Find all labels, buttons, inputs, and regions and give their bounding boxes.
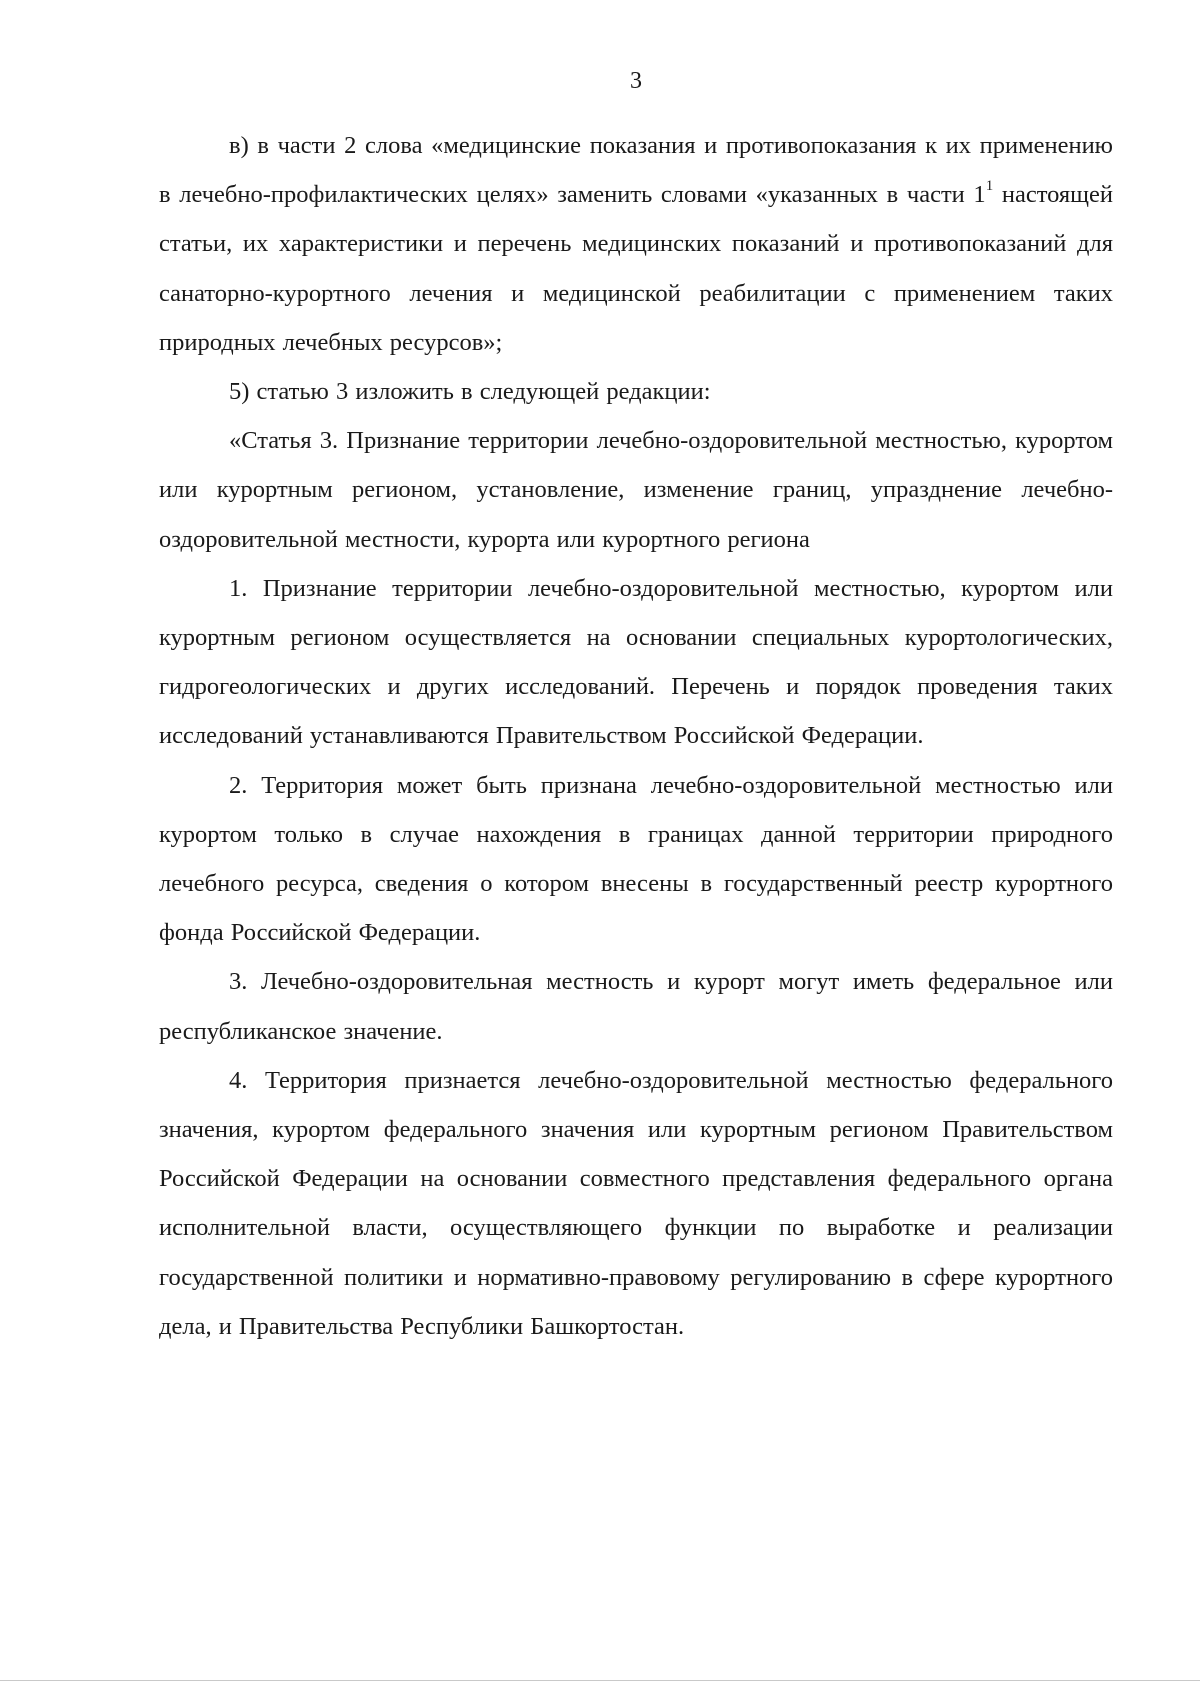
clause-2: 2. Территория может быть признана лечебно-оздоровительной местностью или курортом только в случае нахождения в границах данной территории природного лечебного ресурса, сведения о котором внесены в государственный реестр курортного фонда Российской Федерации. — [159, 771, 1113, 947]
paragraph-amendment-v — [159, 121, 1113, 367]
clause-3: 3. Лечебно-оздоровительная местность и курорт могут иметь федеральное или республиканское значение. — [159, 968, 1113, 1045]
article-heading: «Статья 3. Признание территории лечебно-оздоровительной местностью, курортом или курортным регионом, установление, изменение границ, упразднение лечебно-оздоровительной местности, курорта или курортного региона — [159, 427, 1113, 553]
clause-4: 4. Территория признается лечебно-оздоровительной местностью федерального значения, курортом федерального значения или курортным регионом Правительством Российской Федерации на основании совместного представления федерального органа исполнительной власти, осуществляющего функции по выработке и реализации государственной политики и нормативно-правовому регулированию в сфере курортного дела, и Правительства Республики Башкортостан. — [159, 1066, 1113, 1340]
clause-1: 1. Признание территории лечебно-оздоровительной местностью, курортом или курортным регионом осуществляется на основании специальных курортологических, гидрогеологических и других исследований. Перечень и порядок проведения таких исследований устанавливаются Правительством Российской Федерации. — [159, 574, 1113, 750]
paragraph-item-5: 5) статью 3 изложить в следующей редакции: — [229, 378, 711, 406]
scan-edge-divider — [0, 1680, 1200, 1681]
paragraph-text: настоящей статьи, их характеристики и перечень медицинских показаний и противопоказаний для санаторно-курортного лечения и медицинской реабилитации с применением таких природных лечебных ресурсов»; — [159, 181, 1113, 356]
superscript: 1 — [985, 178, 994, 195]
page-number: 3 — [630, 68, 642, 94]
paragraph-text: в) в части 2 слова «медицинские показания и противопоказания к их применению в лечебно-профилактических целях» заменить словами «указанных в части 1 — [159, 132, 1113, 209]
document-body — [159, 121, 1113, 1351]
